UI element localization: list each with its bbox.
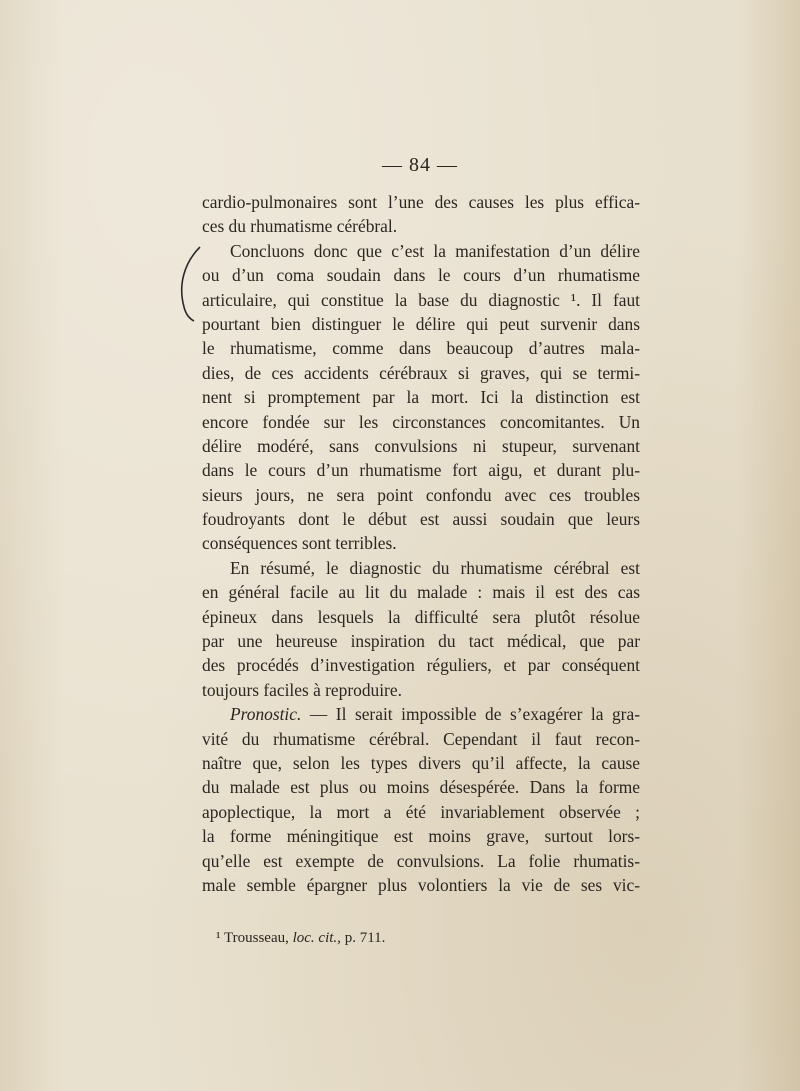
text-line: délire modéré, sans convulsions ni stupeur, survenant <box>202 435 640 456</box>
body-text <box>202 190 640 897</box>
text-line: le rhumatisme, comme dans beaucoup d’autres mala- <box>202 338 640 359</box>
text-line: des procédés d’investigation réguliers, et par conséquent <box>202 655 640 676</box>
text-line: ou d’un coma soudain dans le cours d’un rhumatisme <box>202 265 640 286</box>
text-line: du malade est plus ou moins désespérée. Dans la forme <box>202 777 640 798</box>
text-line: nent si promptement par la mort. Ici la distinction est <box>202 387 640 408</box>
text-line: En résumé, le diagnostic du rhumatisme cérébral est <box>230 557 640 578</box>
text-line: conséquences sont terribles. <box>202 533 397 554</box>
text-line: pourtant bien distinguer le délire qui peut survenir dans <box>202 313 640 334</box>
text-line: encore fondée sur les circonstances concomitantes. Un <box>202 411 640 432</box>
text-line: par une heureuse inspiration du tact médical, que par <box>202 631 640 652</box>
text-line: apoplectique, la mort a été invariablement observée ; <box>202 801 640 822</box>
text-line: qu’elle est exempte de convulsions. La folie rhumatis- <box>202 850 640 871</box>
text-line: foudroyants dont le début est aussi soudain que leurs <box>202 509 640 530</box>
text-line: — Il serait impossible de s’exagérer la gra- <box>309 704 640 725</box>
page-number: — 84 — <box>382 154 458 176</box>
text-line: dies, de ces accidents cérébraux si graves, qui se termi- <box>202 362 640 383</box>
text-line: cardio-pulmonaires sont l’une des causes les plus effica- <box>202 192 640 212</box>
text-line: sieurs jours, ne sera point confondu avec ces troubles <box>202 484 640 505</box>
text-line: toujours faciles à reproduire. <box>202 679 402 700</box>
footnote-reference: loc. cit., <box>292 930 341 946</box>
footnote-author: Trousseau, <box>223 930 289 946</box>
text-line: dans le cours d’un rhumatisme fort aigu, et durant plu- <box>202 460 640 481</box>
footnote-page: p. 711. <box>344 930 386 946</box>
text-line: épineux dans lesquels la difficulté sera plutôt résolue <box>202 606 640 627</box>
text-line: vité du rhumatisme cérébral. Cependant il faut recon- <box>202 728 640 749</box>
text-line: male semble épargner plus volontiers la vie de ses vic- <box>202 874 640 895</box>
text-line: ces du rhumatisme cérébral. <box>202 216 398 237</box>
text-line: articulaire, qui constitue la base du diagnostic ¹. Il faut <box>202 289 640 310</box>
footnote-marker: ¹ <box>216 930 221 946</box>
text-line: naître que, selon les types divers qu’il affecte, la cause <box>202 752 640 773</box>
pronostic-line <box>202 702 640 726</box>
text-line: Concluons donc que c’est la manifestation d’un délire <box>230 240 640 261</box>
text-line: la forme méningitique est moins grave, surtout lors- <box>202 826 640 847</box>
footnote <box>216 930 385 947</box>
text-line: en général facile au lit du malade : mais il est des cas <box>202 582 640 603</box>
pronostic-heading: Pronostic. <box>230 704 302 725</box>
